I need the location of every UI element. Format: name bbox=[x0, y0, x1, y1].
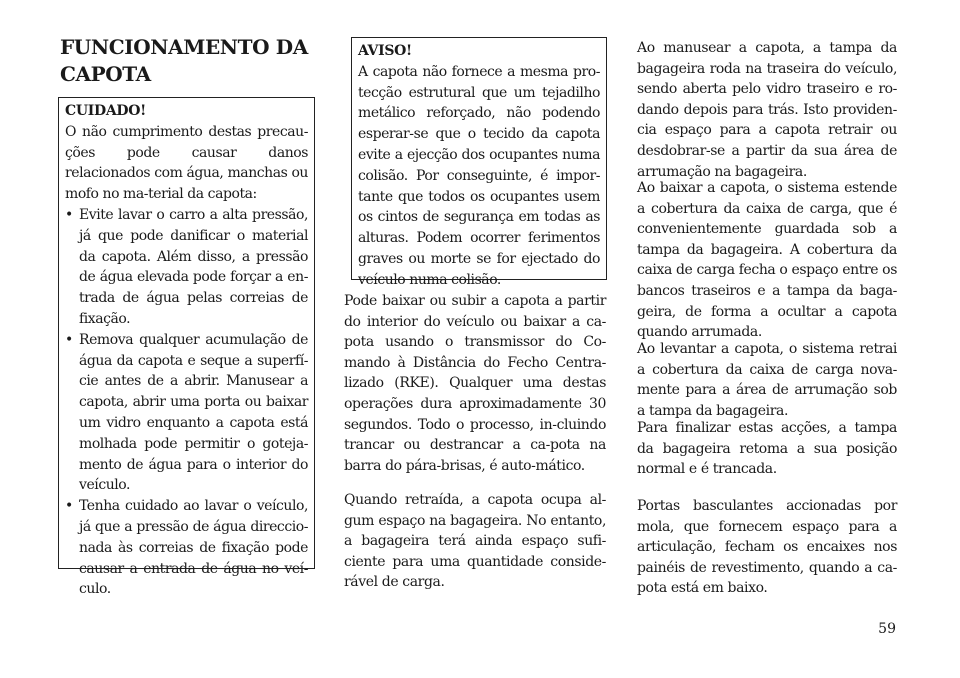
caution-item: • Tenha cuidado ao lavar o veículo, já que a pressão de água direccio-nada às correias de fixação pode causar a entrada de água no veí-culo. bbox=[65, 496, 308, 600]
caution-item: • Evite lavar o carro a alta pressão, já que pode danificar o material da capota. Além disso, a pressão de água elevada pode forçar a en-trada de água pelas correias de fixação. bbox=[65, 205, 308, 330]
caution-intro: O não cumprimento destas precau-ções pode causar danos relacionados com água, manchas ou mofo no ma-terial da capota: bbox=[65, 123, 308, 203]
caution-heading: CUIDADO! bbox=[65, 103, 146, 119]
warning-heading: AVISO! bbox=[358, 43, 412, 59]
body-paragraph: Pode baixar ou subir a capota a partir do interior do veículo ou baixar a ca-pota usando o transmissor do Co-mando à Distância do Fecho Centra-lizado (RKE). Qualquer uma destas operações dura aproximadamente 30 segundos. Todo o processo, in-cluindo trancar ou destrancar a ca-pota na barra do pára-brisas, é auto-mático. bbox=[344, 293, 606, 474]
page-number: 59 bbox=[878, 621, 896, 637]
body-paragraph: Portas basculantes accionadas por mola, que fornecem espaço para a articulação, fecham os encaixes nos painéis de revestimento, quando a ca-pota está em baixo. bbox=[637, 498, 897, 597]
body-paragraph: Para finalizar estas acções, a tampa da bagageira retoma a sua posição normal e é trancada. bbox=[637, 420, 897, 478]
body-paragraph: Ao levantar a capota, o sistema retrai a cobertura da caixa de carga nova-mente para a área de arrumação sob a tampa da bagageira. bbox=[637, 341, 897, 419]
body-paragraph: Quando retraída, a capota ocupa al-gum espaço na bagageira. No entanto, a bagageira terá ainda espaço sufi-ciente para uma quantidade conside-rável de carga. bbox=[344, 492, 606, 591]
body-paragraph: Ao baixar a capota, o sistema estende a cobertura da caixa de carga, que é convenientemente guardada sob a tampa da bagageira. A cobertura da caixa de carga fecha o espaço entre os bancos traseiros e a tampa da baga-geira, de forma a ocultar a capota quando arrumada. bbox=[637, 180, 897, 341]
caution-item: • Remova qualquer acumulação de água da capota e seque a superfí-cie antes de a abrir. Manusear a capota, abrir uma porta ou baixar um vidro enquanto a capota está molhada pode permitir o goteja-mento de água para o interior do veículo. bbox=[65, 330, 308, 496]
warning-box bbox=[351, 37, 607, 288]
section-title: FUNCIONAMENTO DA CAPOTA bbox=[60, 35, 308, 86]
warning-text: A capota não fornece a mesma pro-tecção estrutural que um tejadilho metálico reforçado, não podendo esperar-se que o tecido da capota evite a ejecção dos ocupantes numa colisão. Por conseguinte, é impor-tante que todos os ocupantes usem os cintos de segurança em todas as alturas. Podem ocorrer ferimentos graves ou morte se for ejectado do veículo numa colisão. bbox=[358, 63, 600, 288]
body-paragraph: Ao manusear a capota, a tampa da bagageira roda na traseira do veículo, sendo aberta pelo vidro traseiro e ro-dando depois para trás. Isto providen-cia espaço para a capota retrair ou desdobrar-se a partir da sua área de arrumação na bagageira. bbox=[637, 40, 897, 180]
caution-list bbox=[65, 205, 308, 600]
caution-box bbox=[58, 97, 315, 598]
